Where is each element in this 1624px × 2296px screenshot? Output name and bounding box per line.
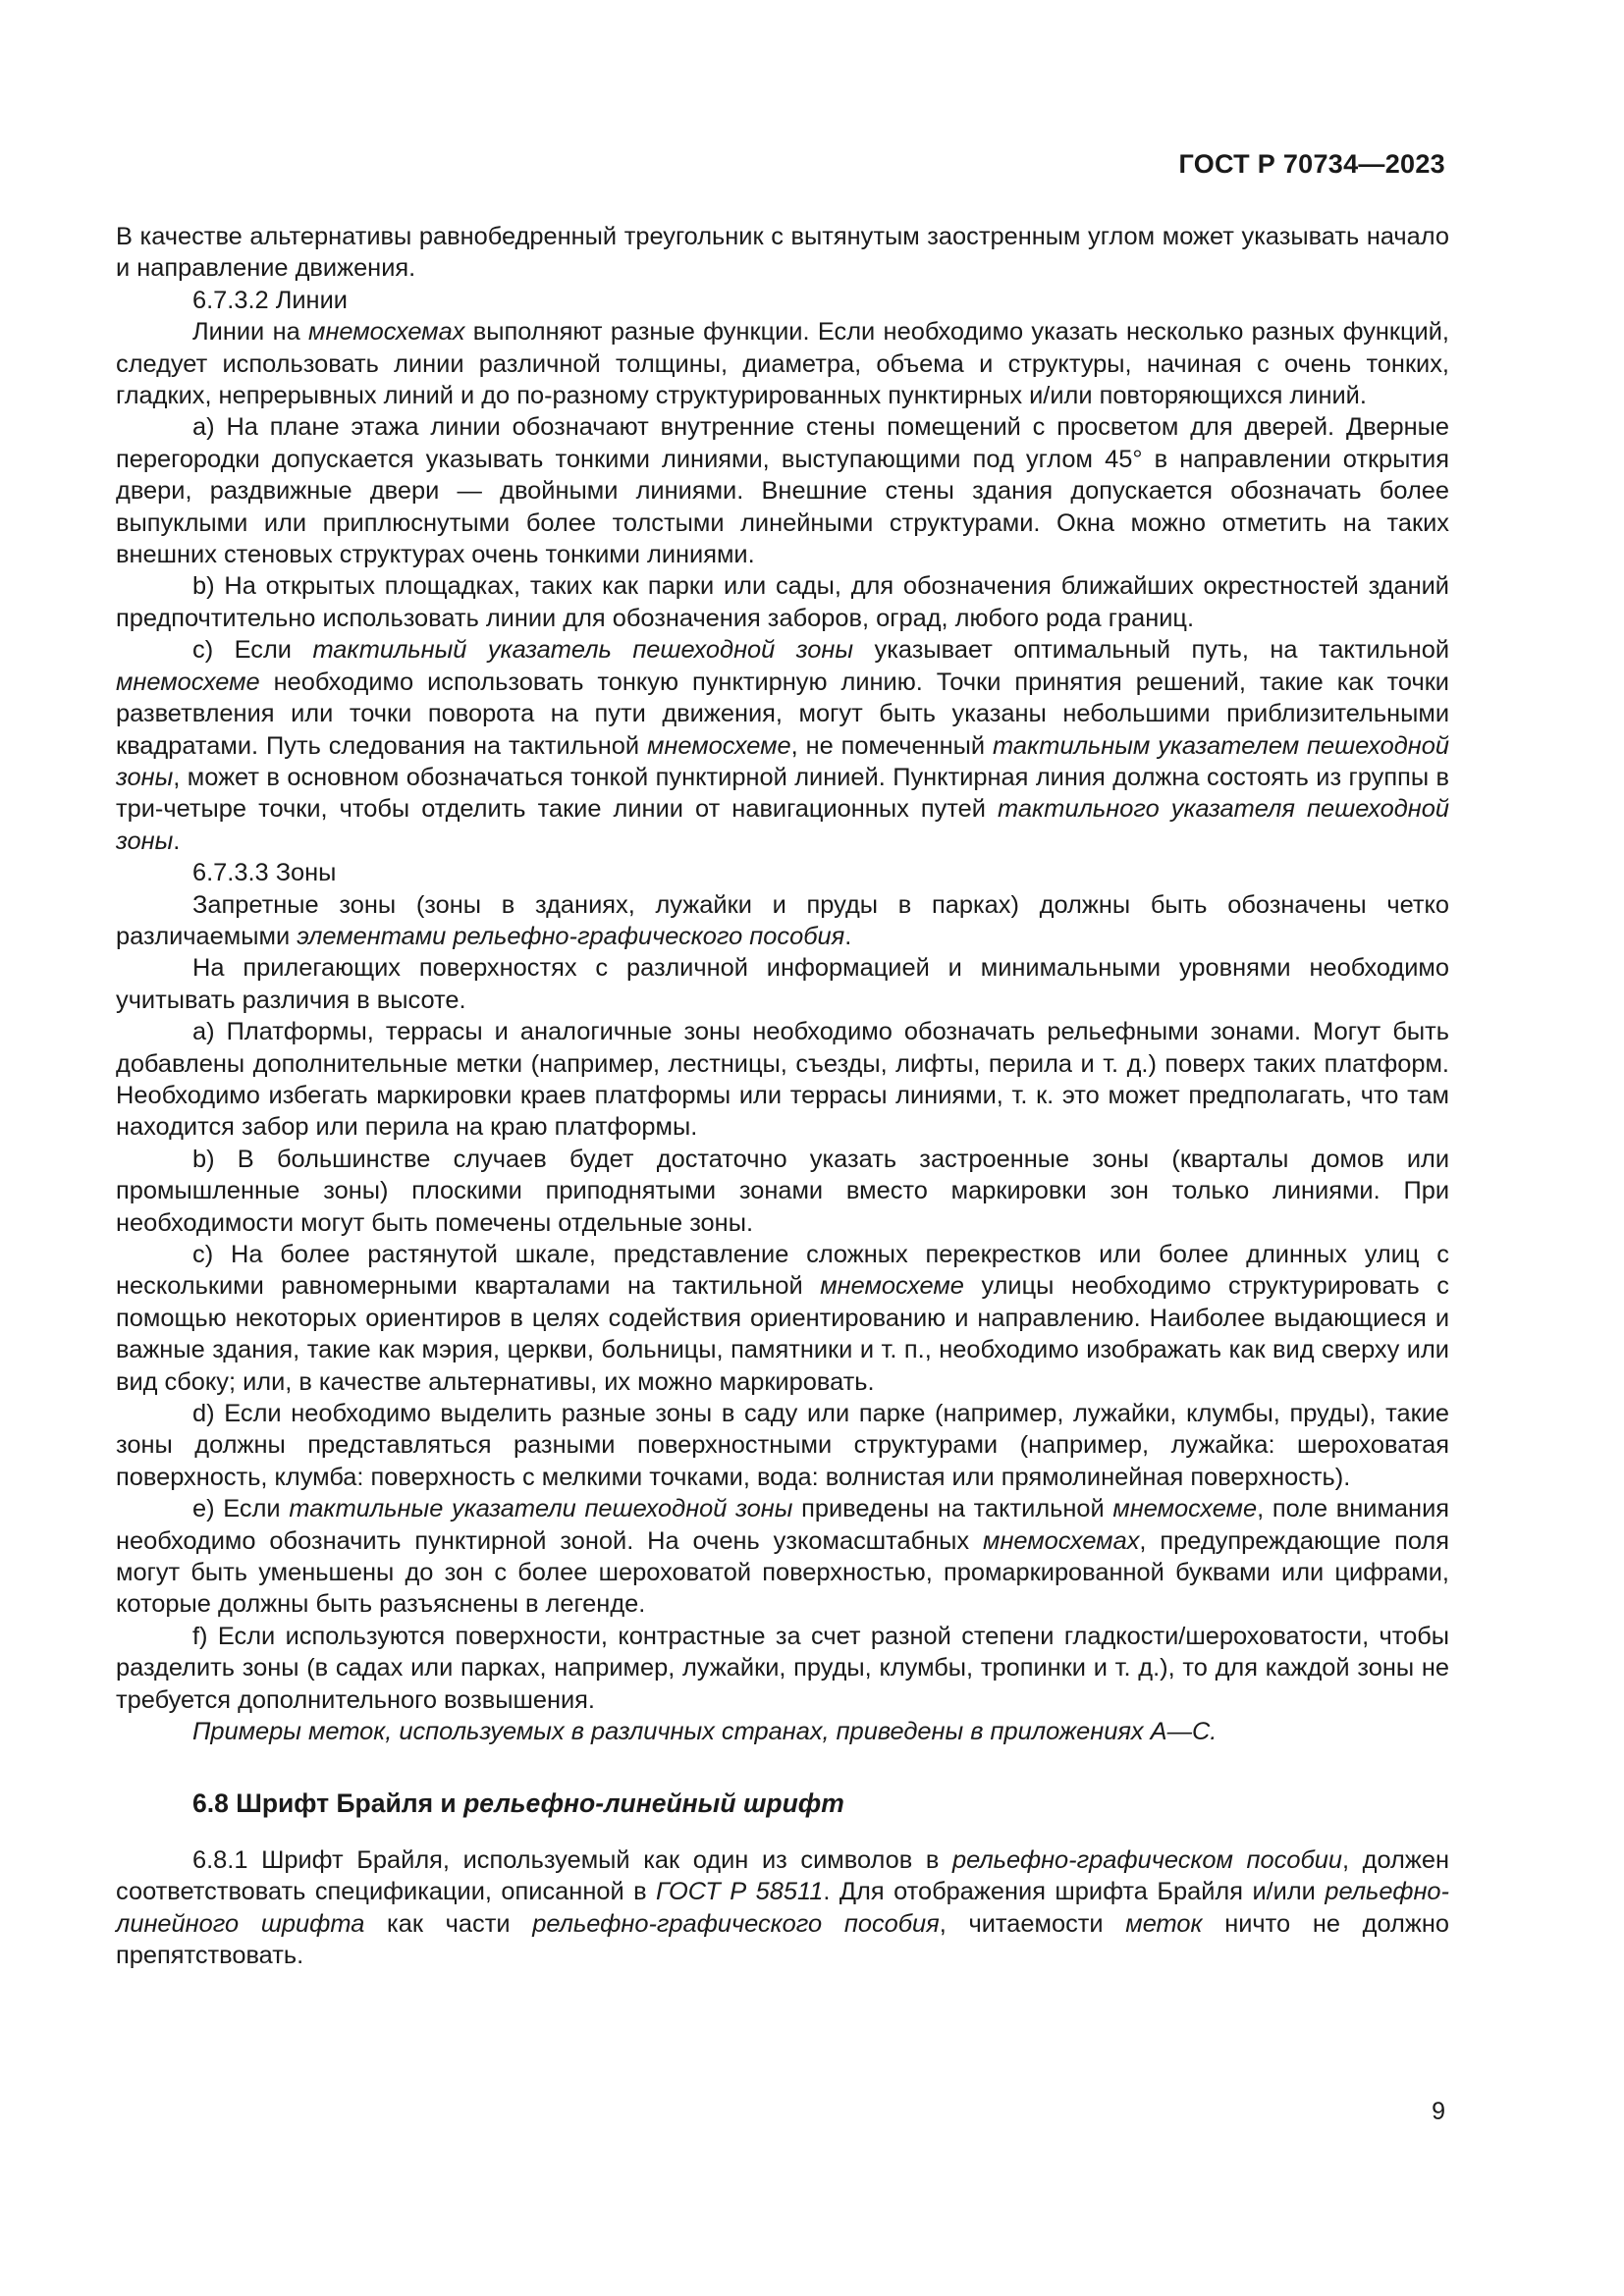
paragraph-zones-1: Запретные зоны (зоны в зданиях, лужайки и пруды в парках) должны быть обозначены четко различаемыми элементами рельефно-графического пособия. [116,890,1449,950]
paragraph-6-8-1: 6.8.1 Шрифт Брайля, используемый как один из символов в рельефно-графическом пособии, должен соответствовать спецификации, описанной в ГОСТ Р 58511. Для отображения шрифта Брайля и/или рельефно-линейного шрифта как части рельефно-графического пособия, читаемости меток ничто не должно препятствовать. [116,1845,1450,1970]
paragraph-zones-2: На прилегающих поверхностях с различной информацией и минимальными уровнями необходимо учитывать различия в высоте. [116,954,1449,1014]
page-number: 9 [1432,2098,1445,2125]
document-body [116,221,1449,1972]
paragraph-lines-b: b) На открытых площадках, таких как парки или сады, для обозначения ближайших окрестностей зданий предпочтительно использовать линии для обозначения заборов, оград, любого рода границ. [116,572,1449,632]
clause-title-6-7-3-2: 6.7.3.2 Линии [192,286,348,314]
section-heading-6-8: 6.8 Шрифт Брайля и рельефно-линейный шрифт [192,1788,844,1818]
paragraph-zones-f: f) Если используются поверхности, контрастные за счет разной степени гладкости/шероховатости, чтобы разделить зоны (в садах или парках, например, лужайки, пруды, клумбы, тропинки и т. д.), то для каждой зоны не требуется дополнительного возвышения. [116,1622,1449,1714]
clause-title-6-7-3-3: 6.7.3.3 Зоны [192,859,337,887]
paragraph-zones-d: d) Если необходимо выделить разные зоны в саду или парке (например, лужайки, клумбы, пруды), такие зоны должны представляться разными поверхностными структурами (например, лужайка: шероховатая поверхность, клумба: поверхность с мелкими точками, вода: волнистая или прямолинейная поверхность). [116,1400,1449,1491]
paragraph-lines-c: c) Если тактильный указатель пешеходной зоны указывает оптимальный путь, на тактильной мнемосхеме необходимо использовать тонкую пунктирную линию. Точки принятия решений, такие как точки разветвления или точки поворота на пути движения, могут быть указаны небольшими приблизительными квадратами. Путь следования на тактильной мнемосхеме, не помеченный тактильным указателем пешеходной зоны, может в основном обозначаться тонкой пунктирной линией. Пунктирная линия должна состоять из группы в три-четыре точки, чтобы отделить такие линии от навигационных путей тактильного указателя пешеходной зоны. [116,636,1450,855]
document-code: ГОСТ Р 70734—2023 [1178,149,1445,179]
paragraph-zones-e: e) Если тактильные указатели пешеходной зоны приведены на тактильной мнемосхеме, поле внимания необходимо обозначить пунктирной зоной. На очень узкомасштабных мнемосхемах, предупреждающие поля могут быть уменьшены до зон с более шероховатой поверхностью, промаркированной буквами или цифрами, которые должны быть разъяснены в легенде. [116,1495,1450,1619]
paragraph-zones-c: c) На более растянутой шкале, представление сложных перекрестков или более длинных улиц с несколькими равномерными кварталами на тактильной мнемосхеме улицы необходимо структурировать с помощью некоторых ориентиров в целях содействия ориентированию и направлению. Наиболее выдающиеся и важные здания, такие как мэрия, церкви, больницы, памятники и т. п., необходимо изображать как вид сверху или вид сбоку; или, в качестве альтернативы, их можно маркировать. [116,1241,1449,1396]
paragraph-zones-b: b) В большинстве случаев будет достаточно указать застроенные зоны (кварталы домов или промышленные зоны) плоскими приподнятыми зонами вместо маркировки зон только линиями. При необходимости могут быть помечены отдельные зоны. [116,1145,1449,1237]
paragraph-lines: Линии на мнемосхемах выполняют разные функции. Если необходимо указать несколько разных функций, следует использовать линии различной толщины, диаметра, объема и структуры, начиная с очень тонких, гладких, непрерывных линий и до по-разному структурированных пунктирных и/или повторяющихся линий. [116,318,1449,410]
paragraph-intro: В качестве альтернативы равнобедренный треугольник с вытянутым заостренным углом может указывать начало и направление движения. [116,223,1449,283]
paragraph-lines-a: a) На плане этажа линии обозначают внутренние стены помещений с просветом для дверей. Дверные перегородки допускается указывать тонкими линиями, выступающими под углом 45° в направлении открытия двери, раздвижные двери — двойными линиями. Внешние стены здания допускается обозначать более выпуклыми или приплюснутыми более толстыми линейными структурами. Окна можно отметить на таких внешних стеновых структурах очень тонкими линиями. [116,413,1449,569]
paragraph-zones-a: a) Платформы, террасы и аналогичные зоны необходимо обозначать рельефными зонами. Могут быть добавлены дополнительные метки (например, лестницы, съезды, лифты, перила и т. д.) поверх таких платформ. Необходимо избегать маркировки краев платформы или террасы линиями, т. к. это может предполагать, что там находится забор или перила на краю платформы. [116,1018,1449,1142]
examples-note: Примеры меток, используемых в различных странах, приведены в приложениях А—С. [192,1718,1218,1746]
